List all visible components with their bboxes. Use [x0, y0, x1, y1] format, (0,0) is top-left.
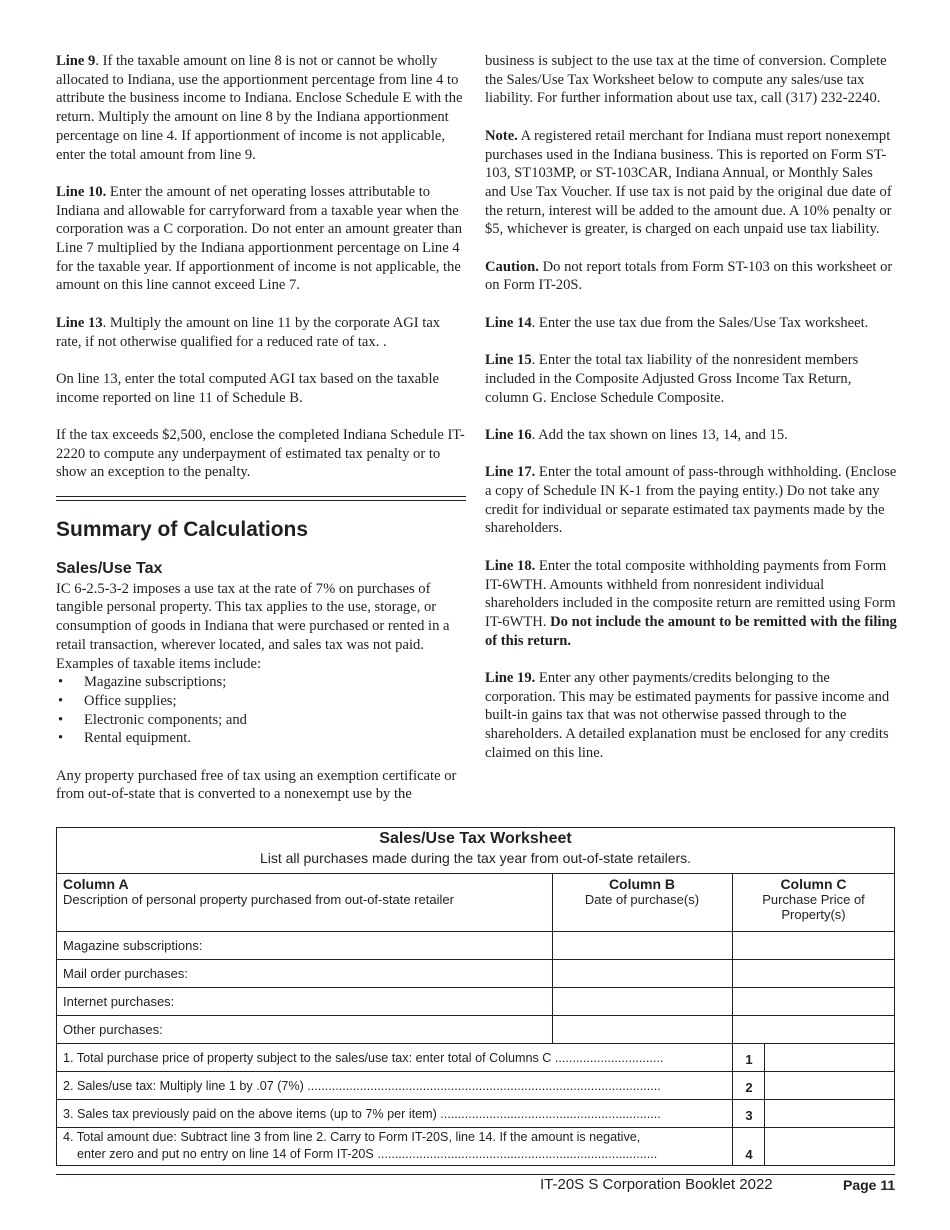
row-mail-order: Mail order purchases:	[63, 966, 188, 981]
section-divider-bottom	[56, 500, 466, 501]
list-item: • Magazine subscriptions;	[58, 674, 227, 691]
booklet-title: IT-20S S Corporation Booklet 2022	[540, 1176, 773, 1193]
use-tax-continuation: business is subject to the use tax at the time of conversion. Complete the Sales/Use Tax Worksheet below to compute any sales/use tax liability. For further information about use tax, call (317) 232-2240.	[485, 53, 887, 107]
bullet-icon: •	[58, 692, 64, 709]
footer-rule	[56, 1174, 895, 1175]
line9-instructions: Line 9. If the taxable amount on line 8 is not or cannot be wholly allocated to Indiana, use the apportionment percentage from line 4 to attribute the business income to Indiana. Enclose Schedule E with the return. Multiply the amount on line 8 by the Indiana apportionment percentage on line 4. If apportionment of income is not applicable, enter the total amount from line 9.	[56, 53, 463, 163]
line10-instructions: Line 10. Enter the amount of net operating losses attributable to Indiana and allowable for carryforward from a taxable year when the corporation was a C corporation. Do not enter an amount greater than Line 7 multiplied by the Indiana apportionment percentage on Line 4 for the taxable year. If apportionment of income is not applicable, the amount on this line cannot exceed Line 7.	[56, 183, 463, 294]
line-4-number: 4	[745, 1147, 753, 1162]
section-divider-top	[56, 496, 466, 497]
column-b-header: Column B Date of purchase(s)	[584, 876, 700, 907]
sales-use-tax-section	[56, 560, 468, 804]
line18-instructions: Line 18. Enter the total composite withholding payments from Form IT-6WTH. Amounts withheld from nonresident individual shareholders included in the composite return are remitted using Form IT-6WTH. Do not include the amount to be remitted with the filing of this return.	[485, 557, 897, 649]
line13-instructions: Line 13. Multiply the amount on line 11 by the corporate AGI tax rate, if not otherwise qualified for a reduced rate of tax. .	[56, 314, 441, 350]
right-column	[485, 52, 897, 781]
worksheet-line-4: 4. Total amount due: Subtract line 3 from line 2. Carry to Form IT-20S, line 14. If the amount is negative,	[63, 1130, 641, 1144]
bullet-icon: •	[58, 730, 64, 747]
sales-use-tax-intro: IC 6-2.5-3-2 imposes a use tax at the rate of 7% on purchases of tangible personal property. This tax applies to the use, storage, or consumption of goods in Indiana that were purchased or rented in a retail transaction, wherever located, and sales tax was not paid. Examples of taxable items include:	[56, 580, 450, 672]
bullet-icon: •	[58, 674, 64, 691]
line19-instructions: Line 19. Enter any other payments/credits belonging to the corporation. This may be estimated payments for passive income and built-in gains tax that was not otherwise passed through to the shareholders. A detailed explanation must be enclosed for any credits claimed on this line.	[485, 670, 890, 761]
list-item: • Electronic components; and	[58, 711, 247, 728]
line-2-number: 2	[745, 1080, 753, 1095]
column-c-header: Column C Purchase Price of Property(s)	[762, 876, 865, 922]
caution-paragraph: Caution. Do not report totals from Form ST-103 on this worksheet or on Form IT-20S.	[485, 258, 893, 294]
line-3-number: 3	[745, 1108, 753, 1123]
row-internet: Internet purchases:	[63, 994, 175, 1009]
line15-instructions: Line 15. Enter the total tax liability of the nonresident members included in the Composite Adjusted Gross Income Tax Return, column G. Enclose Schedule Composite.	[485, 352, 859, 406]
exemption-paragraph: Any property purchased free of tax using an exemption certificate or from out-of-state that is converted to a nonexempt use by the	[56, 767, 457, 803]
worksheet-line-2: 2. Sales/use tax: Multiply line 1 by .07 (7%) .....................................................................................................	[63, 1079, 661, 1093]
page-number: Page 11	[843, 1177, 896, 1193]
row-magazine-subscriptions: Magazine subscriptions:	[63, 938, 203, 953]
line14-instructions: Line 14. Enter the use tax due from the Sales/Use Tax worksheet.	[485, 314, 869, 331]
list-item: • Rental equipment.	[58, 730, 191, 747]
column-a-header: Column A Description of personal property purchased from out-of-state retailer	[63, 876, 454, 907]
left-column	[56, 52, 468, 501]
sales-use-tax-heading: Sales/Use Tax	[56, 560, 163, 577]
row-other: Other purchases:	[63, 1022, 163, 1037]
worksheet-line-3: 3. Sales tax previously paid on the above items (up to 7% per item) ...............................................................	[63, 1107, 661, 1121]
line13-total-paragraph: On line 13, enter the total computed AGI tax based on the taxable income reported on line 11 of Schedule B.	[56, 370, 439, 406]
worksheet-line-4-cont: enter zero and put no entry on line 14 of Form IT-20S ................................................................................	[77, 1147, 658, 1161]
line16-instructions: Line 16. Add the tax shown on lines 13, 14, and 15.	[485, 426, 788, 443]
note-paragraph: Note. A registered retail merchant for Indiana must report nonexempt purchases used in the Indiana business. This is reported on Form ST-103, ST103MP, or ST-103CAR, Indiana Annual, or Monthly Sales and Use Tax Voucher. If use tax is not paid by the original due date of the return, interest will be added to the amount due. A 10% penalty or $5, whichever is greater, is charged on each unpaid use tax liability.	[485, 127, 892, 238]
worksheet-line-1: 1. Total purchase price of property subject to the sales/use tax: enter total of Columns C ...............................	[63, 1051, 664, 1065]
worksheet-subtitle: List all purchases made during the tax year from out-of-state retailers.	[259, 850, 692, 866]
bullet-icon: •	[58, 711, 64, 728]
it2220-paragraph: If the tax exceeds $2,500, enclose the completed Indiana Schedule IT-2220 to compute any underpayment of estimated tax penalty or to show an exception to the penalty.	[56, 427, 465, 481]
summary-heading: Summary of Calculations	[56, 518, 309, 541]
line17-instructions: Line 17. Enter the total amount of pass-through withholding. (Enclose a copy of Schedule IN K-1 from the paying entity.) Do not take any credit for individual or separate estimated tax payments made by the shareholders.	[485, 464, 897, 537]
list-item: • Office supplies;	[58, 692, 177, 709]
line-1-number: 1	[745, 1052, 753, 1067]
worksheet-divider	[57, 873, 894, 874]
worksheet-title: Sales/Use Tax Worksheet	[379, 830, 572, 847]
taxable-items-list	[56, 673, 468, 748]
sales-use-tax-worksheet	[56, 827, 895, 1166]
